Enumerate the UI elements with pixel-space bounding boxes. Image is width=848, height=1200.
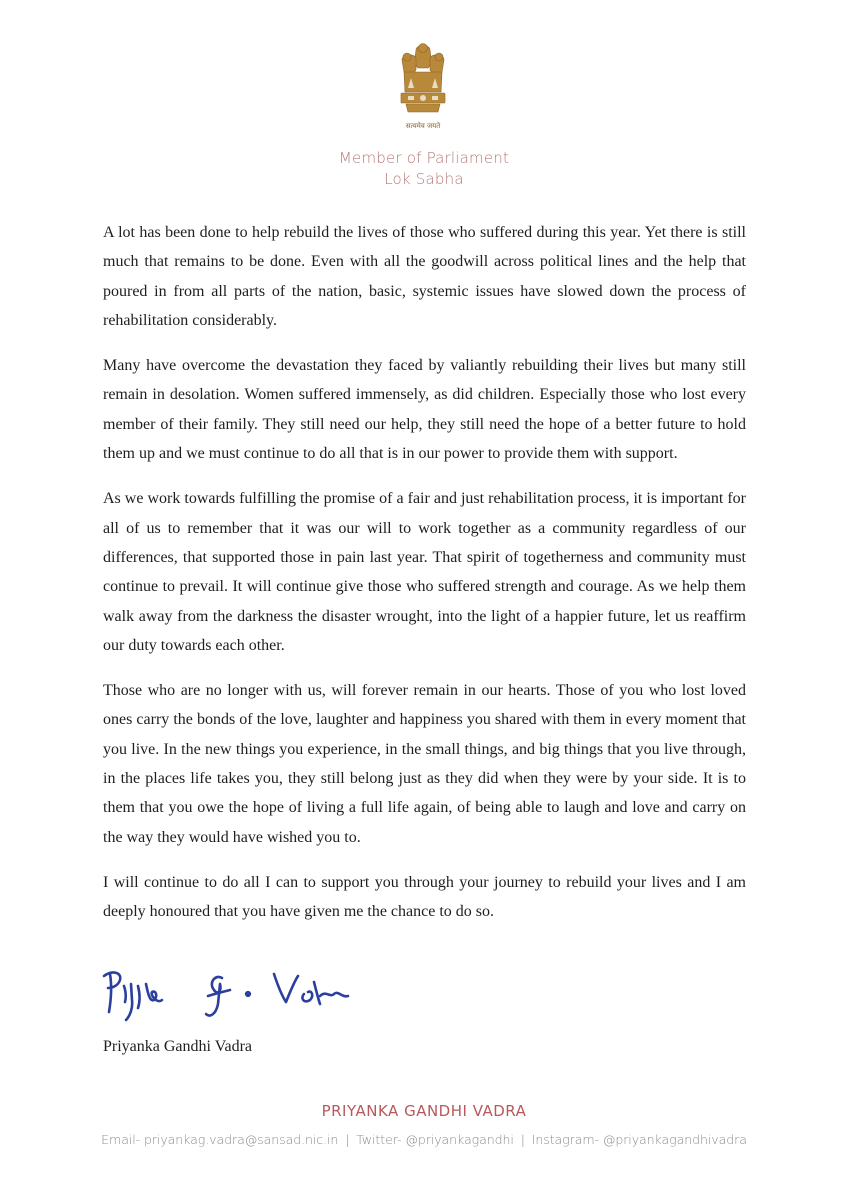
svg-text:सत्यमेव जयते: सत्यमेव जयते (405, 122, 441, 130)
footer-twitter[interactable]: Twitter- @priyankagandhi (356, 1132, 514, 1147)
footer-instagram[interactable]: Instagram- @priyankagandhivadra (531, 1132, 747, 1147)
letter-paragraph: As we work towards fulfilling the promise of a fair and just rehabilitation process, it is important for all of us to remember that it was our will to work together as a community regardless of our differences, that supported those in pain last year. That spirit of togetherness and community must continue to prevail. It will continue give those who suffered strength and courage. As we help them walk away from the darkness the disaster wrought, into the light of a happier future, let us reaffirm our duty towards each other. (103, 490, 746, 654)
letter-paragraph: Many have overcome the devastation they faced by valiantly rebuilding their lives but many still remain in desolation. Women suffered immensely, as did children. Especially those who lost every member of their family. They still need our help, they still need the hope of a better future to hold them up and we must continue to do all that is in our power to provide them with support. (103, 357, 746, 463)
letter-paragraph: I will continue to do all I can to support you through your journey to rebuild your lives and I am deeply honoured that you have given me the chance to do so. (103, 873, 746, 921)
title-line-member-of-parliament: Member of Parliament (338, 149, 510, 167)
handwritten-signature-icon (98, 960, 360, 1028)
national-emblem-icon (394, 40, 452, 136)
footer-separator: | (345, 1132, 350, 1147)
footer-name: PRIYANKA GANDHI VADRA (321, 1102, 527, 1120)
letter-paragraph: A lot has been done to help rebuild the lives of those who suffered during this year. Yet there is still much that remains to be done. Even with all the goodwill across political lines and the help that poured in from all parts of the nation, basic, systemic issues have slowed down the process of rehabilitation considerably. (103, 224, 746, 329)
letter-body (103, 218, 746, 943)
footer-contacts (0, 1132, 848, 1147)
footer-separator: | (520, 1132, 525, 1147)
signatory-name: Priyanka Gandhi Vadra (103, 1038, 252, 1055)
letter-paragraph: Those who are no longer with us, will forever remain in our hearts. Those of you who lost loved ones carry the bonds of the love, laughter and happiness you shared with them in every moment that you live. In the new things you experience, in the small things, and big things that you live through, in the places life takes you, they still belong just as they did when they were by your side. It is to them that you owe the hope of living a full life again, of being able to laugh and love and carry on the way they would have wished you to. (103, 682, 746, 846)
footer-email[interactable]: Email- priyankag.vadra@sansad.nic.in (101, 1132, 339, 1147)
title-line-lok-sabha: Lok Sabha (384, 170, 464, 188)
